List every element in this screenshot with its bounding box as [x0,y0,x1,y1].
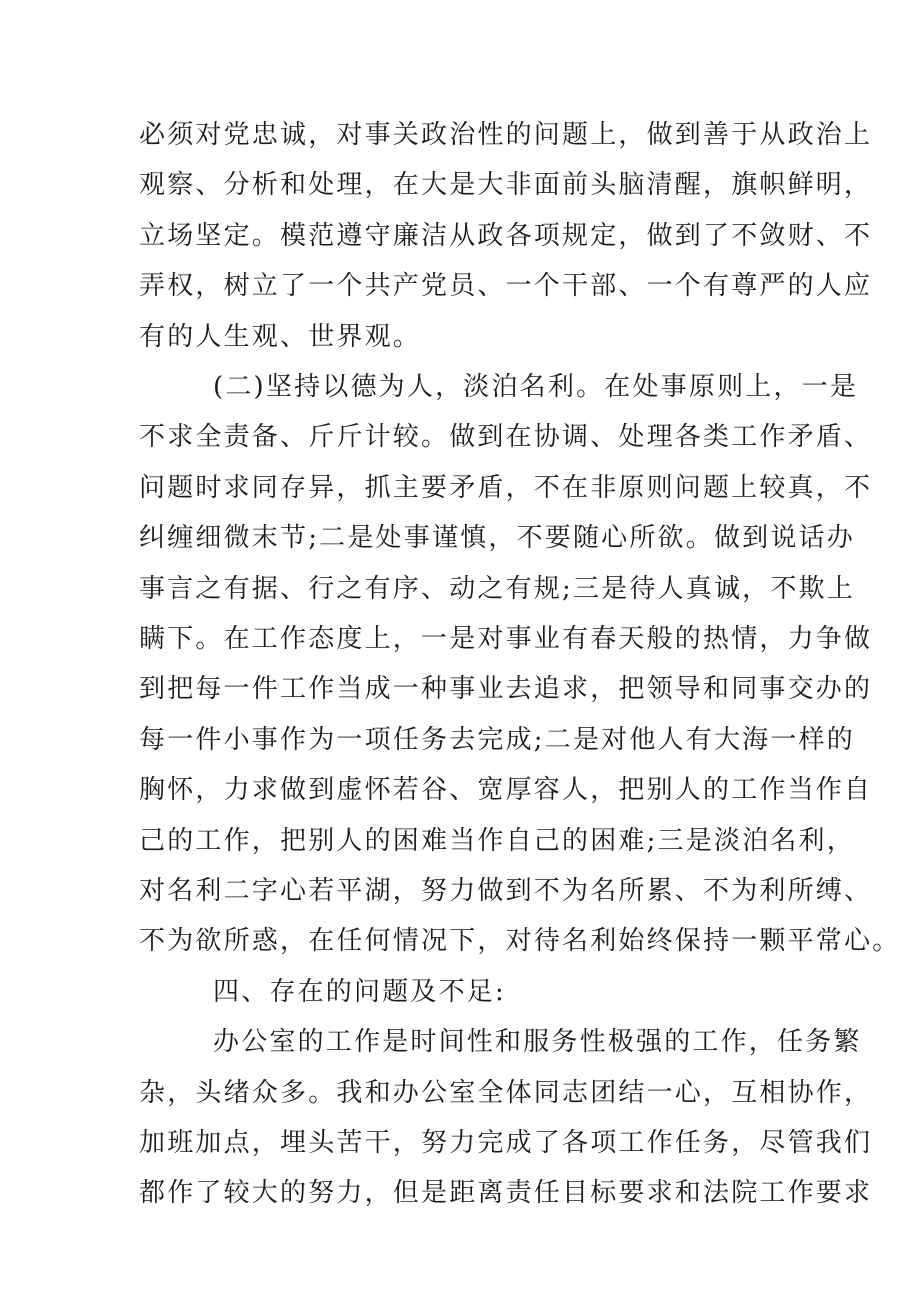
text-line: 到把每一件工作当成一种事业去追求，把领导和同事交办的 [139,674,873,705]
text-line: 必须对党忠诚，对事关政治性的问题上，做到善于从政治上 [139,120,873,150]
text-line: 问题时求同存异，抓主要矛盾，不在非原则问题上较真，不 [139,472,873,503]
text-line: 事言之有据、行之有序、动之有规;三是待人真诚，不欺上 [139,573,855,604]
text-line: (二)坚持以德为人，淡泊名利。在处事原则上，一是 [213,372,859,402]
text-line: 己的工作，把别人的困难当作自己的困难;三是淡泊名利， [139,825,855,856]
text-line: 有的人生观、世界观。 [139,321,422,352]
text-line: 都作了较大的努力，但是距离责任目标要求和法院工作要求 [139,1178,873,1209]
text-line: 弄权，树立了一个共产党员、一个干部、一个有尊严的人应 [139,271,873,302]
text-line: 每一件小事作为一项任务去完成;二是对他人有大海一样的 [139,724,855,755]
text-line: 加班加点，埋头苦干，努力完成了各项工作任务，尽管我们 [139,1128,873,1158]
text-line: 观察、分析和处理，在大是大非面前头脑清醒，旗帜鲜明， [139,170,873,201]
text-line: 纠缠细微末节;二是处事谨慎，不要随心所欲。做到说话办 [139,523,855,554]
text-line: 瞒下。在工作态度上，一是对事业有春天般的热情，力争做 [139,624,873,654]
text-line: 不求全责备、斤斤计较。做到在协调、处理各类工作矛盾、 [139,422,873,453]
text-line: 对名利二字心若平湖，努力做到不为名所累、不为利所缚、 [139,876,873,906]
text-line: 不为欲所惑，在任何情况下，对待名利始终保持一颗平常心。 [139,926,901,957]
text-line: 立场坚定。模范遵守廉洁从政各项规定，做到了不敛财、不 [139,220,873,251]
text-line: 四、存在的问题及不足: [213,976,506,1007]
text-line: 胸怀，力求做到虚怀若谷、宽厚容人，把别人的工作当作自 [139,775,873,806]
text-line: 办公室的工作是时间性和服务性极强的工作，任务繁 [213,1027,862,1058]
text-line: 杂，头绪众多。我和办公室全体同志团结一心，互相协作， [139,1077,873,1108]
